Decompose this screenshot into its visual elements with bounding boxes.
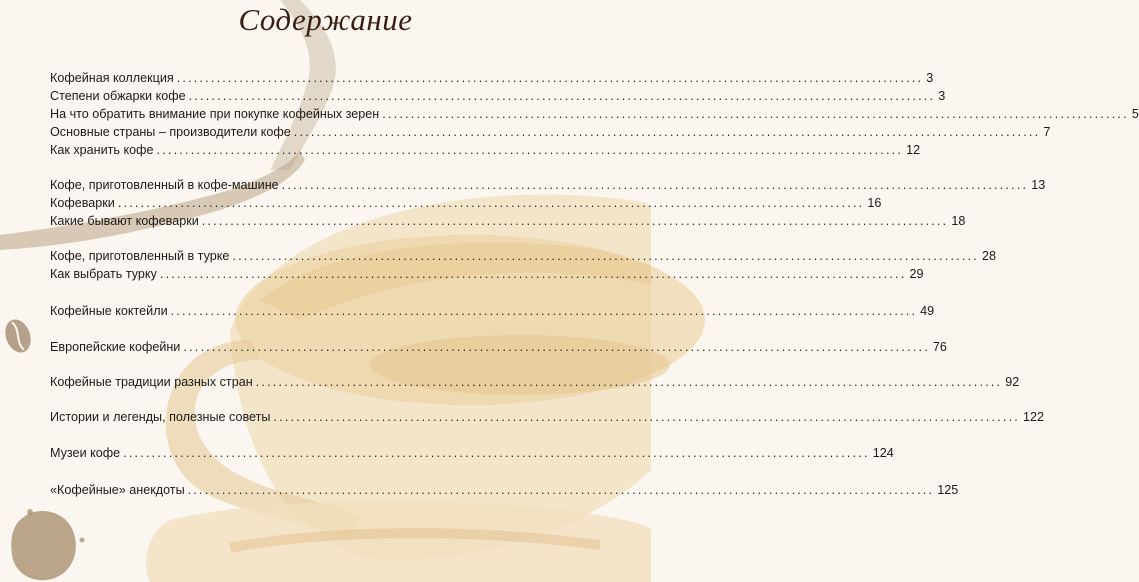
- toc-entry[interactable]: [50, 339, 947, 356]
- toc-page-number: 16: [867, 196, 882, 210]
- toc-page-number: 76: [932, 340, 947, 354]
- toc-entry-label: Истории и легенды, полезные советы: [50, 410, 271, 424]
- toc-leader-dots: ...................................................................................................................................: [255, 375, 1003, 389]
- toc-page-number: 3: [926, 71, 934, 85]
- toc-leader-dots: ...................................................................................................................................: [176, 71, 924, 85]
- toc-page-number: 49: [920, 304, 935, 318]
- toc-entry[interactable]: [50, 213, 966, 230]
- toc-page-number: 3: [938, 89, 946, 103]
- toc-leader-dots: ...................................................................................................................................: [273, 410, 1020, 424]
- toc-entry[interactable]: [50, 106, 1139, 123]
- toc-entry-label: Как хранить кофе: [50, 143, 154, 157]
- toc-page-number: 122: [1022, 410, 1044, 424]
- toc-entry[interactable]: [50, 445, 894, 462]
- toc-page-number: 13: [1031, 178, 1046, 192]
- toc-entry[interactable]: [50, 177, 1046, 194]
- toc-leader-dots: ...................................................................................................................................: [188, 89, 936, 103]
- toc-entry[interactable]: [50, 266, 924, 283]
- toc-entry-label: Музеи кофе: [50, 446, 121, 460]
- toc-leader-dots: ...................................................................................................................................: [117, 196, 865, 210]
- toc-entry[interactable]: [50, 248, 996, 265]
- toc-entry-label: Кофейные коктейли: [50, 304, 168, 318]
- toc-page-number: 28: [981, 249, 996, 263]
- toc-entry[interactable]: [50, 88, 946, 105]
- toc-leader-dots: ...................................................................................................................................: [123, 446, 870, 460]
- page-title: Содержание: [238, 2, 413, 37]
- toc-leader-dots: ...................................................................................................................................: [170, 304, 918, 318]
- toc-leader-dots: ...................................................................................................................................: [232, 249, 979, 263]
- toc-leader-dots: ...................................................................................................................................: [187, 483, 935, 497]
- toc-page-number: 124: [872, 446, 894, 460]
- toc-leader-dots: ...................................................................................................................................: [156, 143, 904, 157]
- toc-entry[interactable]: [50, 124, 1051, 141]
- toc-page-number: 5: [1131, 107, 1139, 121]
- toc-entry[interactable]: [50, 142, 921, 159]
- toc-entry[interactable]: [50, 482, 959, 499]
- toc-page-number: 92: [1005, 375, 1020, 389]
- toc-leader-dots: ...................................................................................................................................: [183, 340, 930, 354]
- toc-entry[interactable]: [50, 195, 882, 212]
- toc-entry-label: Кофе, приготовленный в турке: [50, 249, 230, 263]
- toc-entry-label: На что обратить внимание при покупке кофейных зерен: [50, 107, 380, 121]
- toc-page-number: 12: [906, 143, 921, 157]
- coffee-bean-icon: [1, 316, 35, 356]
- toc-entry-label: Кофеварки: [50, 196, 115, 210]
- toc-entry-label: Европейские кофейни: [50, 340, 181, 354]
- toc-entry-label: Основные страны – производители кофе: [50, 125, 291, 139]
- toc-entry-label: Кофе, приготовленный в кофе-машине: [50, 178, 279, 192]
- toc-entry-label: Кофейные традиции разных стран: [50, 375, 253, 389]
- toc-entry[interactable]: [50, 409, 1044, 426]
- toc-leader-dots: ...................................................................................................................................: [159, 267, 907, 281]
- toc-entry-label: Степени обжарки кофе: [50, 89, 186, 103]
- toc-entry-label: Кофейная коллекция: [50, 71, 174, 85]
- toc-leader-dots: ...................................................................................................................................: [293, 125, 1041, 139]
- toc-leader-dots: ...................................................................................................................................: [281, 178, 1029, 192]
- toc-page-number: 125: [937, 483, 959, 497]
- toc-entry-label: Как выбрать турку: [50, 267, 157, 281]
- toc-page-number: 18: [951, 214, 966, 228]
- toc-entry-label: Какие бывают кофеварки: [50, 214, 199, 228]
- coffee-stain-bottom: [11, 511, 76, 580]
- toc-leader-dots: ...................................................................................................................................: [382, 107, 1129, 121]
- toc-entry[interactable]: [50, 70, 934, 87]
- toc-entry[interactable]: [50, 374, 1020, 391]
- toc-leader-dots: ...................................................................................................................................: [201, 214, 949, 228]
- toc-entry[interactable]: [50, 303, 935, 320]
- toc-entry-label: «Кофейные» анекдоты: [50, 483, 185, 497]
- toc-page-number: 7: [1043, 125, 1051, 139]
- toc-page-number: 29: [909, 267, 924, 281]
